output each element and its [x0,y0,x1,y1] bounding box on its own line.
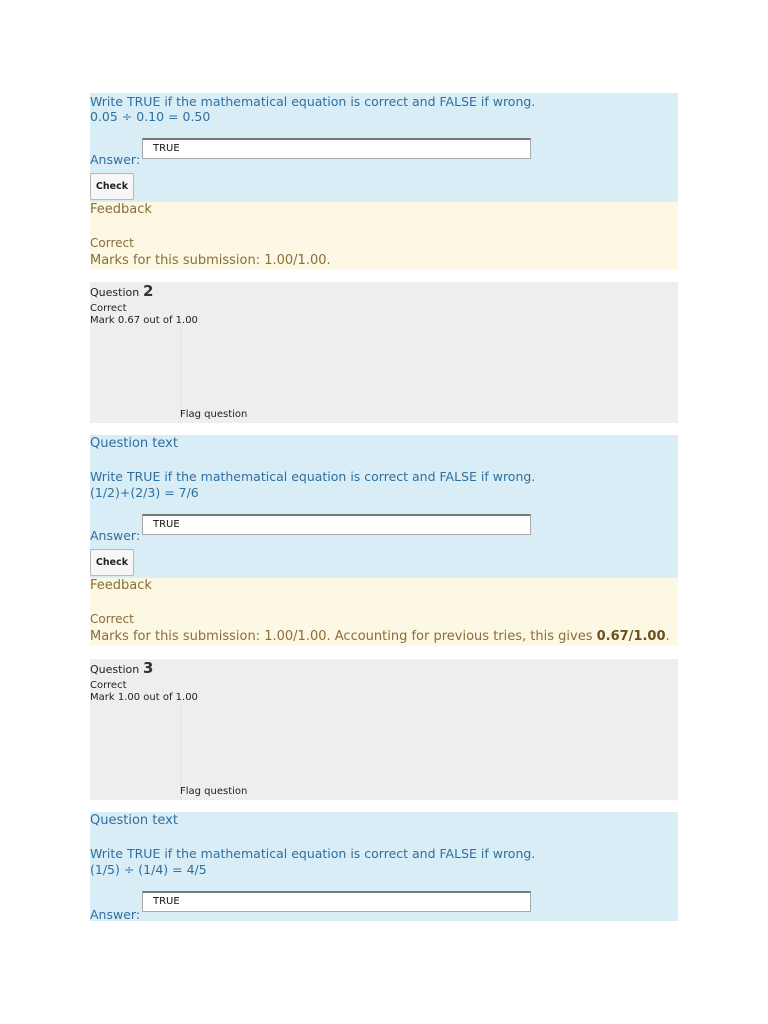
q2-answer-label: Answer: [90,528,141,543]
q1-answer-label: Answer: [90,152,141,167]
q2-equation: (1/2)+(2/3) = 7/6 [90,485,199,500]
q2-marks-text: Marks for this submission: 1.00/1.00. Accounting for previous tries, this gives [90,629,597,644]
q3-number-line [90,661,153,677]
q2-question-text-heading: Question text [90,436,178,451]
q2-marks-line [90,629,670,644]
q2-marks-end: . [665,629,670,644]
q2-content-panel [90,435,678,578]
q1-marks-text: Marks for this submission: 1.00/1.00. [90,253,331,268]
q3-content-panel [90,812,678,921]
q2-marks-final: 0.67/1.00 [596,629,666,644]
q3-state: Correct [90,680,127,691]
q3-info-panel [90,659,678,800]
q1-feedback-panel [90,202,678,269]
q3-question-number: 3 [143,659,154,677]
q3-answer-label: Answer: [90,907,141,922]
q1-check-button[interactable]: Check [90,173,134,200]
q3-mark: Mark 1.00 out of 1.00 [90,692,198,703]
q2-question-label: Question [90,286,140,299]
q2-prompt: Write TRUE if the mathematical equation is correct and FALSE if wrong. [90,469,536,484]
q2-state: Correct [90,303,127,314]
q1-answer-input[interactable]: TRUE [142,138,531,159]
q2-check-button[interactable]: Check [90,549,134,576]
q1-prompt: Write TRUE if the mathematical equation is correct and FALSE if wrong. [90,94,536,109]
q2-question-number: 2 [143,282,154,300]
q1-content-panel [90,93,678,202]
q3-answer-input[interactable]: TRUE [142,891,531,912]
q2-feedback-status: Correct [90,612,134,626]
q3-question-label: Question [90,663,140,676]
q2-number-line [90,284,153,300]
q2-feedback-panel [90,578,678,646]
q3-prompt: Write TRUE if the mathematical equation is correct and FALSE if wrong. [90,846,536,861]
q3-flag-question[interactable]: Flag question [180,786,248,797]
q2-flag-question[interactable]: Flag question [180,409,248,420]
q1-feedback-heading: Feedback [90,202,152,217]
q3-equation: (1/5) ÷ (1/4) = 4/5 [90,862,207,877]
q2-answer-input[interactable]: TRUE [142,514,531,535]
q2-info-panel [90,282,678,423]
q2-feedback-heading: Feedback [90,578,152,593]
q1-feedback-status: Correct [90,236,134,250]
q3-question-text-heading: Question text [90,813,178,828]
q1-equation: 0.05 ÷ 0.10 = 0.50 [90,109,211,124]
q2-mark: Mark 0.67 out of 1.00 [90,315,198,326]
